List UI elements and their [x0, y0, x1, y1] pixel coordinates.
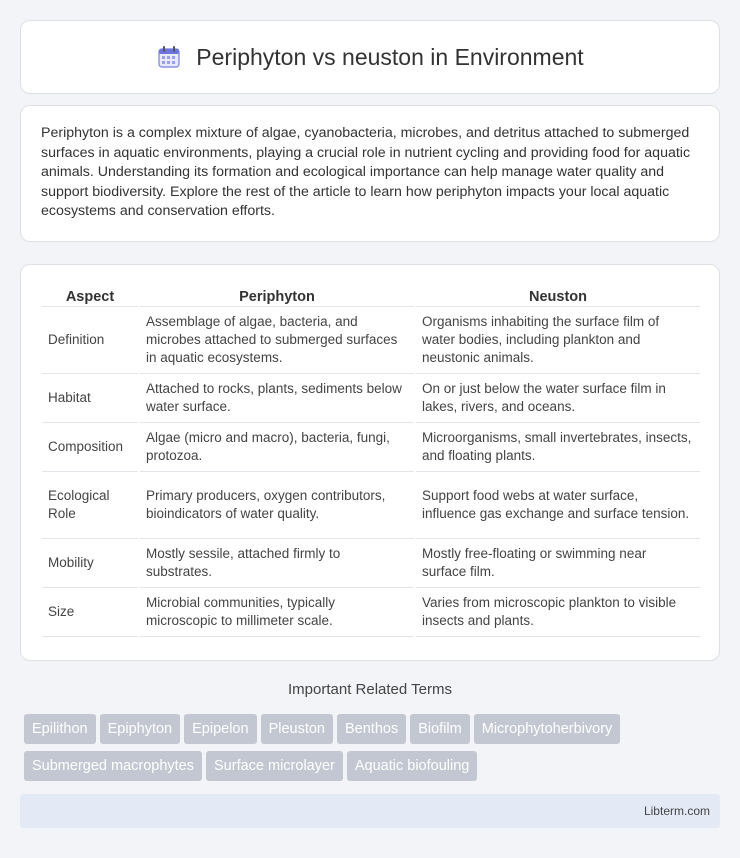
row-aspect: Composition	[42, 423, 138, 472]
related-terms-list	[24, 714, 720, 788]
header-aspect: Aspect	[42, 285, 138, 307]
table-row	[42, 307, 700, 374]
header-neuston: Neuston	[416, 285, 700, 307]
intro-text: Periphyton is a complex mixture of algae, cyanobacteria, microbes, and detritus attached to submerged surfaces in aquatic environments, playing a crucial role in nutrient cycling and providing food for aquatic animals. Understanding its formation and ecological importance can help manage water quality and support biodiversity. Explore the rest of the article to learn how periphyton impacts your local aquatic ecosystems and conservation efforts.	[41, 125, 691, 220]
row-periphyton: Microbial communities, typically microscopic to millimeter scale.	[140, 588, 414, 637]
row-neuston: Microorganisms, small invertebrates, insects, and floating plants.	[416, 423, 700, 472]
table-row	[42, 374, 700, 423]
related-terms-heading: Important Related Terms	[288, 681, 452, 698]
row-periphyton: Assemblage of algae, bacteria, and microbes attached to submerged surfaces in aquatic ecosystems.	[140, 307, 414, 374]
row-neuston: Varies from microscopic plankton to visible insects and plants.	[416, 588, 700, 637]
row-periphyton: Attached to rocks, plants, sediments below water surface.	[140, 374, 414, 423]
table-row	[42, 539, 700, 588]
header-periphyton: Periphyton	[140, 285, 414, 307]
row-aspect: Ecological Role	[42, 472, 138, 539]
related-term-tag[interactable]: Submerged macrophytes	[24, 751, 202, 781]
row-aspect: Size	[42, 588, 138, 637]
table-header-row	[42, 285, 700, 307]
calendar-icon	[156, 44, 182, 70]
row-neuston: On or just below the water surface film in lakes, rivers, and oceans.	[416, 374, 700, 423]
page-title: Periphyton vs neuston in Environment	[196, 43, 584, 70]
row-periphyton: Algae (micro and macro), bacteria, fungi, protozoa.	[140, 423, 414, 472]
row-periphyton: Mostly sessile, attached firmly to substrates.	[140, 539, 414, 588]
table-row	[42, 423, 700, 472]
comparison-table-card	[20, 264, 720, 661]
row-neuston: Support food webs at water surface, influence gas exchange and surface tension.	[416, 472, 700, 539]
related-term-tag[interactable]: Surface microlayer	[206, 751, 343, 781]
row-aspect: Habitat	[42, 374, 138, 423]
related-term-tag[interactable]: Aquatic biofouling	[347, 751, 477, 781]
row-periphyton: Primary producers, oxygen contributors, bioindicators of water quality.	[140, 472, 414, 539]
table-row	[42, 588, 700, 637]
comparison-table	[40, 285, 702, 637]
related-term-tag[interactable]: Pleuston	[261, 714, 333, 744]
row-aspect: Definition	[42, 307, 138, 374]
footer	[20, 794, 720, 828]
row-neuston: Mostly free-floating or swimming near surface film.	[416, 539, 700, 588]
related-term-tag[interactable]: Microphytoherbivory	[474, 714, 621, 744]
title-card	[20, 20, 720, 94]
row-neuston: Organisms inhabiting the surface film of water bodies, including plankton and neustonic animals.	[416, 307, 700, 374]
footer-brand-link[interactable]: Libterm.com	[643, 804, 710, 818]
intro-card	[20, 105, 720, 242]
related-term-tag[interactable]: Epilithon	[24, 714, 96, 744]
related-term-tag[interactable]: Epipelon	[184, 714, 256, 744]
related-term-tag[interactable]: Benthos	[337, 714, 406, 744]
related-term-tag[interactable]: Epiphyton	[100, 714, 181, 744]
related-term-tag[interactable]: Biofilm	[410, 714, 470, 744]
row-aspect: Mobility	[42, 539, 138, 588]
table-row	[42, 472, 700, 539]
